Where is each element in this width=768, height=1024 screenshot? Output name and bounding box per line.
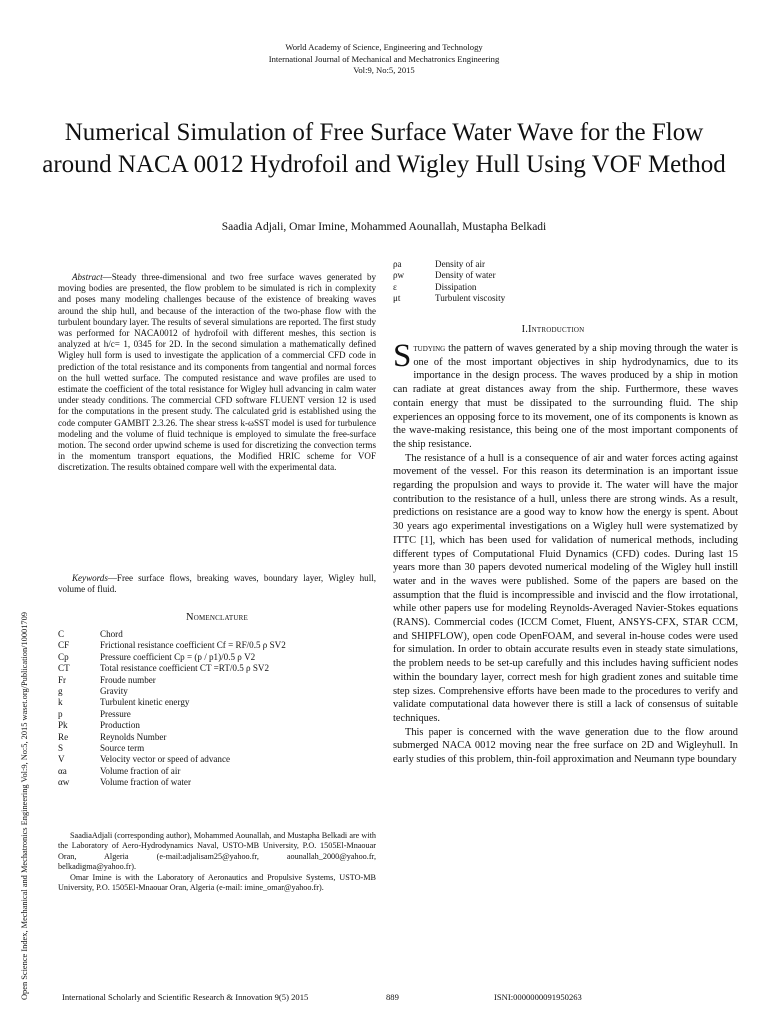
nomenclature-row — [393, 293, 713, 304]
nomenclature-description: Production — [100, 720, 140, 731]
keywords-label: Keywords — [72, 573, 108, 583]
nomenclature-symbol: αa — [58, 765, 67, 776]
header-line-1: World Academy of Science, Engineering and Technology — [285, 42, 483, 52]
nomenclature-description: Velocity vector or speed of advance — [100, 754, 231, 765]
nomenclature-symbol: ρa — [393, 259, 402, 269]
nomenclature-row — [58, 754, 376, 765]
nomenclature-symbol: k — [58, 697, 63, 708]
footnote-1: SaadiaAdjali (corresponding author), Mohammed Aounallah, and Mustapha Belkadi are with the Laboratory of Aero-Hydrodynamics Naval, USTO-MB University, P.O. 1505El-Mnaouar Oran, Algeria (e-mail:adjalisam25@yahoo.fr, aounallah_2000@yahoo.fr, belkadigma@yahoo.fr). — [58, 831, 376, 872]
nomenclature-description: Gravity — [100, 686, 128, 697]
nomenclature-symbol: S — [58, 743, 64, 754]
nomenclature-row — [58, 629, 376, 640]
nomenclature-symbol: CT — [58, 663, 70, 674]
nomenclature-row — [58, 766, 376, 777]
nomenclature-description: Volume fraction of air — [100, 765, 181, 776]
nomenclature-row — [58, 777, 376, 788]
nomenclature-symbol: g — [58, 686, 63, 697]
intro-paragraph-1: the pattern of waves generated by a ship moving through the water is one of the most important objectives in ship hydrodynamics, due to its importance in the design process. The waves produced by a ship in motion can radiate at great distances away from the ship. Furthermore, these waves contain energy that must be dissipated to the surrounding fluid. The ship experiences an opposing force to its movement, one of its components is known as the wave-making resistance, this being one of the most important components of the ship resistance. — [393, 343, 738, 450]
keywords-text: —Free surface flows, breaking waves, boundary layer, Wigley hull, volume of fluid. — [58, 573, 376, 595]
footer-isni: ISNI:0000000091950263 — [494, 992, 582, 1002]
nomenclature-row — [393, 270, 713, 281]
nomenclature-row — [393, 282, 713, 293]
nomenclature-symbol: p — [58, 708, 63, 719]
header-line-3: Vol:9, No:5, 2015 — [353, 65, 415, 75]
nomenclature-row — [393, 259, 713, 270]
intro-first-word: tudying — [413, 343, 446, 354]
nomenclature-description: Volume fraction of water — [100, 777, 191, 788]
nomenclature-symbol: V — [58, 754, 65, 765]
introduction-body — [393, 338, 738, 767]
footnote-2: Omar Imine is with the Laboratory of Aeronautics and Propulsive Systems, USTO-MB University, P.O. 1505El-Mnaouar Oran, Algeria (e-mail: imine_omar@yahoo.fr). — [58, 872, 376, 893]
nomenclature-symbol: Re — [58, 731, 69, 742]
nomenclature-row — [58, 697, 376, 708]
journal-header — [0, 42, 768, 77]
intro-paragraph-2: The resistance of a hull is a consequence of air and water forces acting against movement of the vessel. For this reason its determination is an important issue regarding the propulsion and ways to provide it. The water will have the major contribution to the resistance of a hull, unless there are strong winds. As a result, predictions on resistance are a good way to know how the energy is spent. About 30 years ago experimental investigations on a Wigley hull were systematized by ITTC [1], which has been used for validation of numerical methods, including different types of Computational Fluid Dynamics (CFD) codes. During last 15 years more than 30 papers devoted numerical modeling of the Wigley hull instill water and in the waves were published. Some of the papers are based on the assumption that the fluid is incompressible and inviscid and the flow irrotational, while other papers use for modeling Reynolds-Averaged Navier-Stokes equations (RANS). Commercial codes (ICCM Comet, Fluent, ANSYS-CFX, STAR CCM, and SHIPFLOW), open code OpenFOAM, and several in-house codes were used for simulation. In order to obtain accurate results even in steady state simulations, the problem needs to be set-up carefully and this includes having sufficient nodes within the boundary layer, correct mesh for high gradient zones and suitable time step sizes. Comprehensive efforts have been made to the procedures to verify and validate computational data however there is still a lack of consensus of suitable techniques. — [393, 452, 738, 724]
nomenclature-symbol: Cp — [58, 651, 69, 662]
nomenclature-symbol: ρw — [393, 270, 405, 281]
nomenclature-description: Frictional resistance coefficient Cf = RF/0.5 ρ SV2 — [100, 640, 286, 651]
abstract-block — [58, 272, 376, 474]
nomenclature-heading: Nomenclature — [185, 612, 248, 623]
side-watermark-text: Open Science Index, Mechanical and Mechatronics Engineering Vol:9, No:5, 2015 waset.org/Publication/10001709 — [20, 612, 29, 1000]
nomenclature-row — [58, 663, 376, 674]
nomenclature-symbol: CF — [58, 640, 70, 651]
nomenclature-description: Chord — [100, 629, 123, 639]
nomenclature-description: Source term — [100, 743, 145, 754]
nomenclature-description: Total resistance coefficient CT =RT/0.5 ρ SV2 — [100, 663, 270, 674]
header-line-2: International Journal of Mechanical and Mechatronics Engineering — [268, 53, 500, 64]
nomenclature-table-right — [393, 259, 713, 305]
nomenclature-symbol: αw — [58, 777, 70, 788]
drop-cap: S — [393, 338, 412, 374]
nomenclature-row — [58, 652, 376, 663]
abstract-label: Abstract — [72, 272, 103, 282]
abstract-text: —Steady three-dimensional and two free surface waves generated by moving bodies are presented, the flow problem to be simulated is rich in complexity and poses many modeling challenges because of the existence of breaking waves around the ship hull, and because of the interaction of the two-phase flow with the turbulent boundary layer. The results of several simulations are reported. The first study was performed for NACA0012 of hydrofoil with different meshes, this section is analyzed at h/c= 1, 0345 for 2D. In the second simulation a mathematically defined Wigley hull form is used to investigate the application of a commercial CFD code in prediction of the total resistance and its components from tangential and normal forces on the hull wetted surface. The computed resistance and wave profiles are used to estimate the coefficient of the total resistance for Wigley hull advancing in calm water under steady conditions. The commercial CFD software FLUENT version 12 is used for the computations in the present study. The calculated grid is established using the code computer GAMBIT 2.3.26. The shear stress k-ωSST model is used for turbulence modeling and the volume of fluid technique is employed to simulate the free-surface motion. The second order upwind scheme is used for discretizing the convection terms in the momentum transport equations, the Modified HRIC scheme for VOF discretization. The results obtained compare well with the experimental data. — [58, 272, 376, 473]
nomenclature-symbol: C — [58, 629, 65, 639]
nomenclature-symbol: Fr — [58, 674, 67, 685]
paper-title: Numerical Simulation of Free Surface Water Wave for the Flow around NACA 0012 Hydrofoil and Wigley Hull Using VOF Method — [42, 119, 726, 178]
nomenclature-description: Pressure coefficient Cp = (p / p1)/0.5 ρ V2 — [100, 651, 256, 662]
nomenclature-description: Pressure — [100, 708, 131, 719]
nomenclature-row — [58, 720, 376, 731]
nomenclature-description: Dissipation — [435, 281, 477, 292]
introduction-heading: I.Introduction — [521, 324, 585, 335]
nomenclature-description: Turbulent viscosity — [435, 293, 506, 304]
nomenclature-symbol: μt — [393, 293, 401, 304]
nomenclature-symbol: ε — [393, 281, 397, 292]
authors: Saadia Adjali, Omar Imine, Mohammed Aounallah, Mustapha Belkadi — [221, 221, 547, 233]
nomenclature-row — [58, 675, 376, 686]
nomenclature-description: Turbulent kinetic energy — [100, 697, 190, 708]
footer-page-number: 889 — [386, 992, 399, 1002]
nomenclature-row — [58, 709, 376, 720]
nomenclature-description: Reynolds Number — [100, 731, 167, 742]
nomenclature-symbol: Pk — [58, 720, 68, 731]
nomenclature-description: Density of water — [435, 270, 496, 281]
nomenclature-table — [58, 629, 376, 789]
nomenclature-description: Density of air — [435, 259, 486, 269]
nomenclature-row — [58, 640, 376, 651]
intro-paragraph-3: This paper is concerned with the wave generation due to the flow around submerged NACA 0012 moving near the free surface on 2D and Wigleyhull. In early studies of this problem, thin-foil approximation and Neumann type boundary — [393, 726, 738, 766]
footer-source: International Scholarly and Scientific Research & Innovation 9(5) 2015 — [62, 992, 309, 1002]
nomenclature-row — [58, 732, 376, 743]
nomenclature-description: Froude number — [100, 674, 156, 685]
footnotes — [58, 831, 376, 893]
nomenclature-row — [58, 686, 376, 697]
nomenclature-row — [58, 743, 376, 754]
keywords-block — [58, 573, 376, 595]
